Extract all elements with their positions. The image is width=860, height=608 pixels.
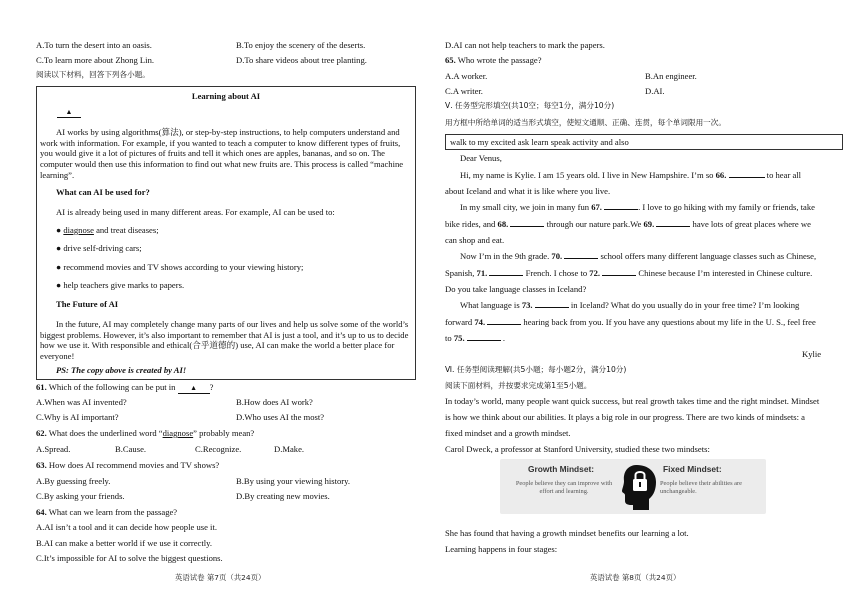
q65-option-d[interactable]: D.AI. [645, 86, 665, 96]
letter-text: in Iceland? What do you usually do in your free time? I’m looking [568, 300, 800, 310]
section-5-instruction: 用方框中所给单词的适当形式填空，使短文通顺、正确、连贯，每个单词限用一次。 [445, 118, 726, 127]
q64-text: What can we learn from the passage? [48, 507, 178, 517]
bullet-icon: ● [56, 225, 62, 235]
letter-line-7 [445, 268, 812, 279]
letter-text: Chinese because I’m interested in Chinese culture. [636, 268, 813, 278]
letter-line-2: about Iceland and what it is like where you live. [445, 186, 611, 196]
q65-option-b[interactable]: B.An engineer. [645, 71, 697, 81]
letter-line-6 [460, 251, 816, 262]
letter-line-9 [460, 300, 799, 311]
q61-option-a[interactable]: A.When was AI invented? [36, 397, 127, 407]
q61-stem [36, 382, 213, 394]
blank-70-number: 70. [551, 251, 563, 261]
bullet-text: drive self-driving cars; [63, 243, 142, 253]
q64-option-c[interactable]: C.It’s impossible for AI to solve the biggest questions. [36, 553, 223, 563]
passage-box [36, 86, 416, 380]
blank-marker-symbol: ▲ [57, 108, 81, 118]
q60-option-d[interactable]: D.To share videos about tree planting. [236, 55, 367, 65]
word-box [445, 134, 843, 150]
q63-number: 63. [36, 460, 47, 470]
q63-option-d[interactable]: D.By creating new movies. [236, 491, 330, 501]
letter-text: hearing back from you. If you have any questions about my life in the U. S., feel free [521, 317, 816, 327]
blank-73-number: 73. [521, 300, 533, 310]
q64-stem [36, 507, 177, 518]
q61-blank: ▲ [178, 384, 210, 394]
blank-73[interactable] [535, 307, 569, 308]
q61-tail: ? [209, 382, 214, 392]
letter-text: to hear all [764, 170, 802, 180]
blank-67[interactable] [604, 209, 638, 210]
q64-option-d[interactable]: D.AI can not help teachers to mark the papers. [445, 40, 605, 50]
letter-line-10 [445, 317, 816, 328]
q62-stem [36, 428, 254, 439]
q64-option-b[interactable]: B.AI can make a better world if we use it correctly. [36, 538, 213, 548]
q65-number: 65. [445, 55, 456, 65]
bullet-icon: ● [56, 262, 62, 272]
q63-option-c[interactable]: C.By asking your friends. [36, 491, 125, 501]
blank-75-number: 75. [453, 333, 465, 343]
mindset-para-line-1: In today’s world, many people want quick success, but real growth takes time and the right mindset. Mindset [445, 396, 820, 406]
mindset-para-4: Learning happens in four stages: [445, 544, 558, 554]
blank-72[interactable] [602, 275, 636, 276]
section-6-instruction: 阅读下面材料，并按要求完成第1至5小题。 [445, 381, 592, 390]
letter-text: have lots of great places where we [690, 219, 811, 229]
passage-title: Learning about AI [191, 91, 261, 101]
q61-option-d[interactable]: D.Who uses AI the most? [236, 412, 325, 422]
q62-option-c[interactable]: C.Recognize. [195, 444, 242, 454]
blank-75[interactable] [467, 340, 501, 341]
letter-line-3 [460, 202, 815, 213]
ps-note [56, 365, 186, 376]
ps-text: : The copy above is created by AI! [66, 365, 187, 375]
q61-number: 61. [36, 382, 47, 392]
letter-line-8: Do you take language classes in Iceland? [445, 284, 587, 294]
letter-greeting: Dear Venus, [460, 153, 502, 163]
blank-71[interactable] [489, 275, 523, 276]
right-page [430, 0, 860, 608]
blank-69[interactable] [656, 226, 690, 227]
heading-uses: What can AI be used for? [56, 187, 150, 197]
blank-68[interactable] [510, 226, 544, 227]
bullet-text: help teachers give marks to papers. [63, 280, 185, 290]
blank-67-number: 67. [591, 202, 602, 212]
q65-stem [445, 55, 542, 66]
heading-future: The Future of AI [56, 299, 119, 309]
letter-text: Now I’m in the 9th grade. [460, 251, 552, 261]
bullet-item-cars [56, 243, 142, 254]
q63-option-b[interactable]: B.By using your viewing history. [236, 476, 351, 486]
q61-option-c[interactable]: C.Why is AI important? [36, 412, 119, 422]
letter-text: French. I chose to [523, 268, 590, 278]
fixed-mindset-desc: People believe their abilities are unchangeable. [660, 480, 742, 496]
q64-number: 64. [36, 507, 47, 517]
bullet-item-diagnose [56, 225, 159, 236]
ps-label: PS [56, 365, 67, 375]
q62-number: 62. [36, 428, 47, 438]
growth-mindset-desc: People believe they can improve with effort and learning. [515, 480, 613, 496]
letter-text: to [445, 333, 454, 343]
q63-option-a[interactable]: A.By guessing freely. [36, 476, 111, 486]
letter-text: through our nature park.We [544, 219, 644, 229]
q63-text: How does AI recommend movies and TV shows? [48, 460, 220, 470]
passage-paragraph-2: AI is already being used in many different areas. For example, AI can be used to: [56, 207, 335, 217]
q62-option-b[interactable]: B.Cause. [115, 444, 147, 454]
q65-option-c[interactable]: C.A writer. [445, 86, 483, 96]
q60-option-c[interactable]: C.To learn more about Zhong Lin. [36, 55, 155, 65]
page-footer-left: 英语试卷 第7页（共24页） [175, 573, 266, 582]
q62-word: diagnose [162, 428, 194, 438]
letter-signature: Kylie [802, 349, 822, 359]
letter-text: school offers many different language classes such as Chinese, [598, 251, 817, 261]
q62-option-a[interactable]: A.Spread. [36, 444, 71, 454]
section-6-title: Ⅵ. 任务型阅读理解(共5小题；每小题2分，满分10分) [445, 365, 627, 374]
mindset-para-3: She has found that having a growth mindset benefits our learning a lot. [445, 528, 689, 538]
letter-text: Hi, my name is Kylie. I am 15 years old. I live in New Hampshire. I’m so [460, 170, 716, 180]
q63-stem [36, 460, 219, 471]
q60-option-b[interactable]: B.To enjoy the scenery of the deserts. [236, 40, 366, 50]
head-lock-icon [621, 463, 657, 511]
blank-70[interactable] [564, 258, 598, 259]
blank-74-number: 74. [474, 317, 486, 327]
blank-66[interactable] [729, 177, 765, 178]
letter-line-4 [445, 219, 811, 230]
mindset-para-line-2: is how we think about our abilities. It plays a big role in our progress. There are two kinds of mindsets: a [445, 412, 805, 422]
passage-paragraph-1: AI works by using algorithms(算法), or step-by-step instructions, to help computers understand and work with information. For example, if you wanted to teach a computer to know different types of fruits, you would give it a lot of pictures of fruits and tell it which ones are apples, bananas, and so on. The computer would then use this information to find out what new fruits are. This process is called “machine learning”. [40, 127, 404, 180]
passage-paragraph-3: In the future, AI may completely change many parts of our lives and help us solve some of the world’s biggest problems. However, it’s also important to remember that AI is just a tool, and it’s up to us to decide how we use it. With responsible and ethical(合乎道德的) use, AI can make the world a better place for everyone! [40, 319, 409, 362]
fixed-mindset-title: Fixed Mindset: [663, 464, 722, 474]
blank-marker [57, 108, 81, 118]
letter-text: Spanish, [445, 268, 477, 278]
letter-text: bike rides, and [445, 219, 498, 229]
bullet-icon: ● [56, 243, 62, 253]
letter-line-11 [445, 333, 505, 344]
bullet-item-marks [56, 280, 184, 291]
blank-68-number: 68. [497, 219, 509, 229]
letter-text: forward [445, 317, 475, 327]
q62-text-end: ” probably mean? [193, 428, 255, 438]
q62-option-d[interactable]: D.Make. [274, 444, 305, 454]
letter-text: . [500, 333, 506, 343]
blank-69-number: 69. [643, 219, 655, 229]
page-footer-right: 英语试卷 第8页（共24页） [590, 573, 681, 582]
bullet-icon: ● [56, 280, 62, 290]
growth-mindset-title: Growth Mindset: [528, 464, 595, 474]
letter-text: In my small city, we join in many fun [460, 202, 592, 212]
bullet-text: and treat diseases; [93, 225, 159, 235]
q60-option-a[interactable]: A.To turn the desert into an oasis. [36, 40, 152, 50]
q65-option-a[interactable]: A.A worker. [445, 71, 488, 81]
mindset-para-2: Carol Dweck, a professor at Stanford University, studied these two mindsets: [445, 444, 710, 454]
mindset-para-line-3: fixed mindset and a growth mindset. [445, 428, 571, 438]
q61-option-b[interactable]: B.How does AI work? [236, 397, 313, 407]
word-box-text: walk to my excited ask learn speak activity and also [450, 137, 629, 147]
reading-instruction: 阅读以下材料，回答下列各小题。 [36, 70, 150, 79]
q61-text: Which of the following can be put in [48, 382, 176, 392]
mindset-figure [500, 459, 766, 514]
q62-text: What does the underlined word “ [48, 428, 163, 438]
underlined-word: diagnose [63, 225, 94, 235]
q65-text: Who wrote the passage? [457, 55, 542, 65]
letter-line-1 [460, 170, 801, 181]
section-5-title: Ⅴ. 任务型完形填空(共10空；每空1分，满分10分) [445, 101, 615, 110]
blank-72-number: 72. [589, 268, 601, 278]
letter-line-5: can shop and eat. [445, 235, 505, 245]
blank-71-number: 71. [476, 268, 488, 278]
q64-option-a[interactable]: A.AI isn’t a tool and it can decide how people use it. [36, 522, 217, 532]
letter-text: What language is [460, 300, 522, 310]
letter-text: . I love to go hiking with my family or friends, take [638, 202, 815, 212]
bullet-text: recommend movies and TV shows according to your viewing history; [63, 262, 304, 272]
bullet-item-movies [56, 262, 303, 273]
blank-74[interactable] [487, 324, 521, 325]
blank-66-number: 66. [715, 170, 727, 180]
